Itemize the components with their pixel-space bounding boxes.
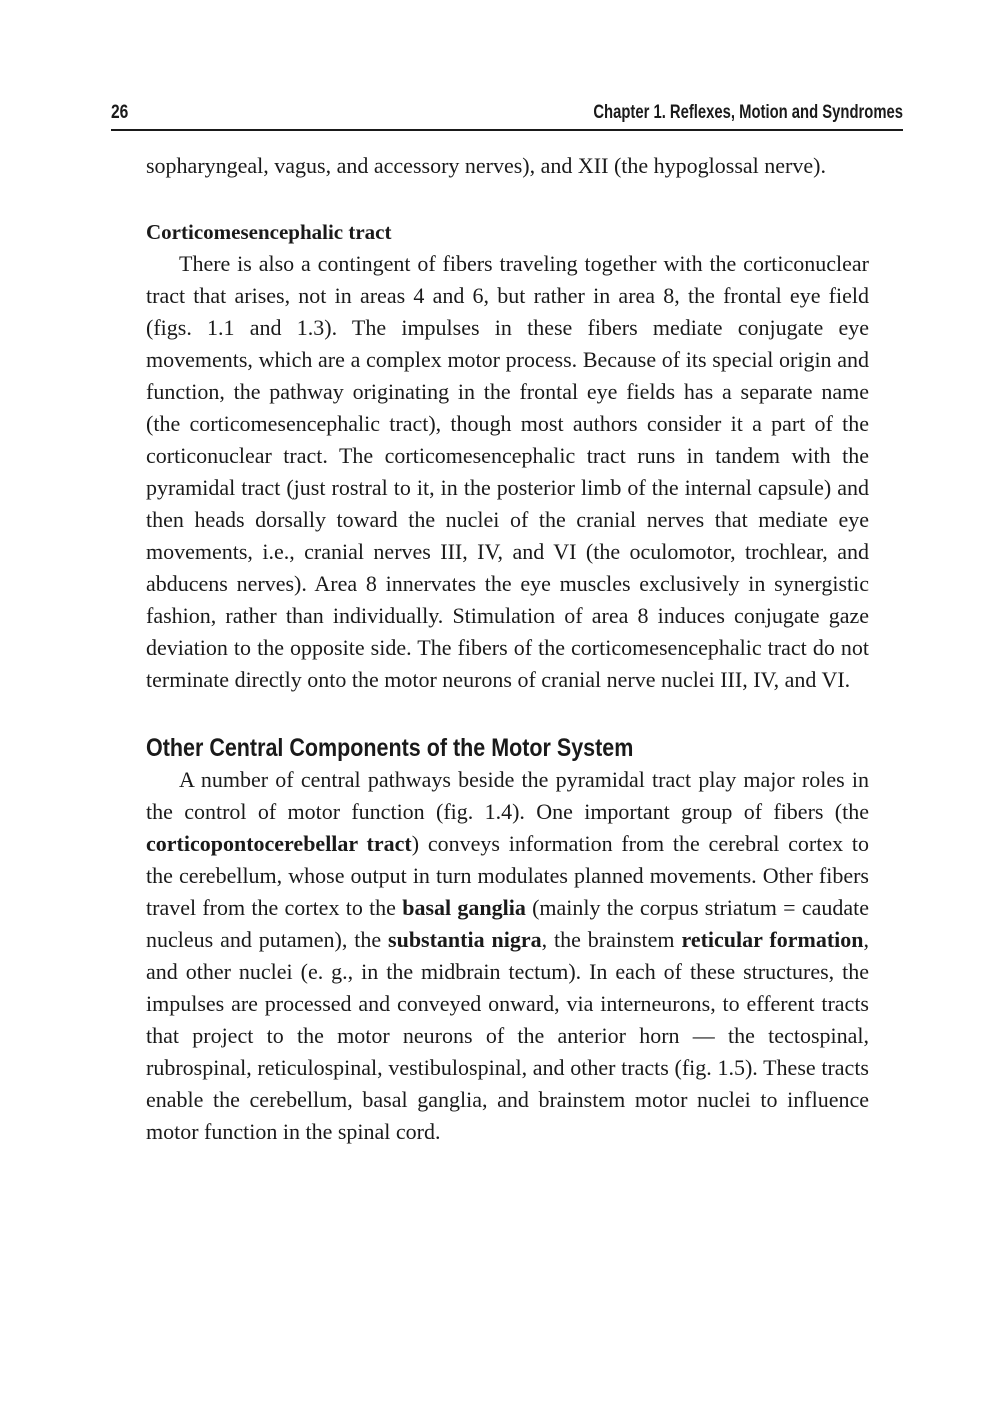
corticomesencephalic-paragraph: There is also a contingent of fibers traveling together with the corticonuclear tract that arises, not in areas 4 and 6, but rather in area 8, the frontal eye field (figs. 1.1 and 1.3). The impulses in these fibers mediate conjugate eye movements, which are a complex motor process. Because of its special origin and function, the pathway originating in the frontal eye fields has a separate name (the corticomesencephalic tract), though most authors consider it a part of the corticonuclear tract. The corticomesencephalic tract runs in tandem with the pyramidal tract (just rostral to it, in the posterior limb of the internal capsule) and then heads dorsally toward the nuclei of the cranial nerves that mediate eye movements, i.e., cranial nerves III, IV, and VI (the oculomotor, trochlear, and abducens nerves). Area 8 innervates the eye muscles exclusively in synergistic fashion, rather than individually. Stimulation of area 8 induces conjugate gaze deviation to the opposite side. The fibers of the corticomesencephalic tract do not terminate directly onto the motor neurons of cranial nerve nuclei III, IV, and VI.: [146, 251, 869, 692]
text-run: , and other nuclei (e. g., in the midbrain tectum). In each of these structures, the impulses are processed and conveyed onward, via interneurons, to efferent tracts that project to the motor neurons of the anterior horn — the tectospinal, rubrospinal, reticulospinal, vestibulospinal, and other tracts (fig. 1.5). These tracts enable the cerebellum, basal ganglia, and brainstem motor nuclei to influence motor function in the spinal cord.: [146, 927, 869, 1144]
page-body: [146, 150, 869, 1148]
continuation-paragraph: sopharyngeal, vagus, and accessory nerves), and XII (the hypoglossal nerve).: [146, 153, 826, 178]
text-run: (mainly the corpus striatum = caudate nucleus and putamen), the: [146, 895, 869, 952]
text-run: , the brainstem: [541, 927, 682, 952]
subsection-heading: Corticomesencephalic tract: [146, 220, 392, 244]
running-head: [111, 102, 903, 130]
term-reticular-formation: reticular formation: [681, 927, 864, 952]
page-number: 26: [111, 102, 129, 123]
text-run: A number of central pathways beside the pyramidal tract play major roles in the control of motor function (fig. 1.4). One important group of fibers (the: [146, 767, 869, 824]
section-heading: Other Central Components of the Motor System: [146, 734, 634, 762]
text-run: ) conveys information from the cerebral cortex to the cerebellum, whose output in turn modulates planned movements. Other fibers travel from the cortex to the: [146, 831, 870, 920]
term-corticopontocerebellar-tract: corticopontocerebellar tract: [146, 831, 412, 856]
header-rule: [111, 129, 903, 131]
term-basal-ganglia: basal ganglia: [402, 895, 526, 920]
term-substantia-nigra: substantia nigra: [388, 927, 542, 952]
chapter-title: Chapter 1. Reflexes, Motion and Syndromes: [593, 102, 903, 123]
motor-system-paragraph: [146, 764, 869, 1148]
